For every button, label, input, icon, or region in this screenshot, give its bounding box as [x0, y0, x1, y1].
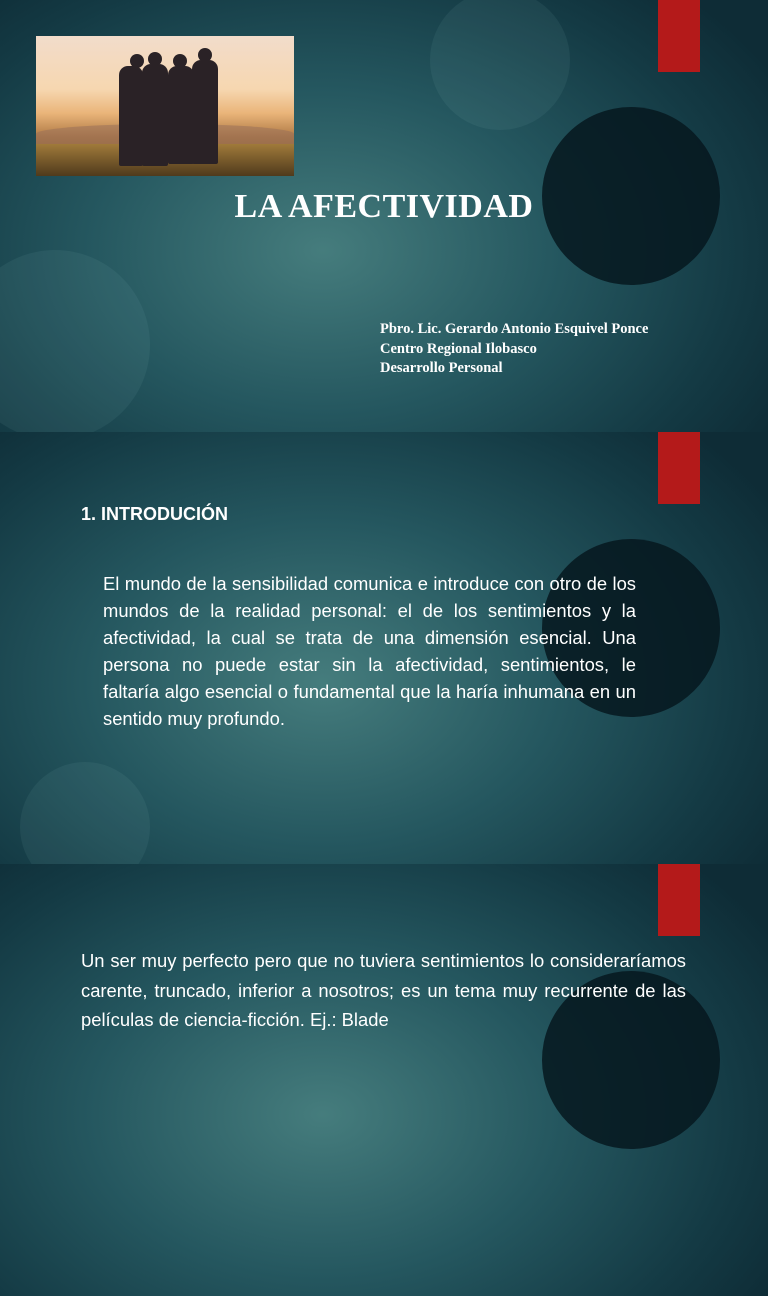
bokeh-decoration — [430, 0, 570, 130]
section-heading: 1. INTRODUCIÓN — [81, 504, 229, 524]
slide-introduction — [0, 432, 768, 864]
author-course: Desarrollo Personal — [380, 360, 503, 376]
author-name: Pbro. Lic. Gerardo Antonio Esquivel Ponce — [380, 321, 649, 337]
slide-title — [0, 0, 768, 432]
intro-paragraph: El mundo de la sensibilidad comunica e introduce con otro de los mundos de la realidad personal: el de los sentimientos y la afectividad, la cual se trata de una dimensión esencial. Una persona no puede estar sin la afectividad, sentimientos, le faltaría algo esencial o fundamental que la haría inhumana en un sentido muy profundo. — [103, 573, 636, 729]
author-center: Centro Regional Ilobasco — [380, 340, 537, 357]
red-accent-bar — [658, 0, 700, 72]
red-accent-bar — [658, 432, 700, 504]
slide-title-text: LA AFECTIVIDAD — [234, 188, 534, 225]
red-accent-bar — [658, 864, 700, 936]
author-info — [380, 320, 648, 379]
bokeh-decoration — [20, 762, 150, 864]
group-hug-sunset-photo — [36, 36, 294, 176]
body-paragraph: Un ser muy perfecto pero que no tuviera sentimientos lo consideraríamos carente, truncado, inferior a nosotros; es un tema muy recurrente de las películas de ciencia-ficción. Ej.: Blade — [81, 950, 686, 1030]
slide-continuation — [0, 864, 768, 1296]
bokeh-decoration — [0, 250, 150, 432]
